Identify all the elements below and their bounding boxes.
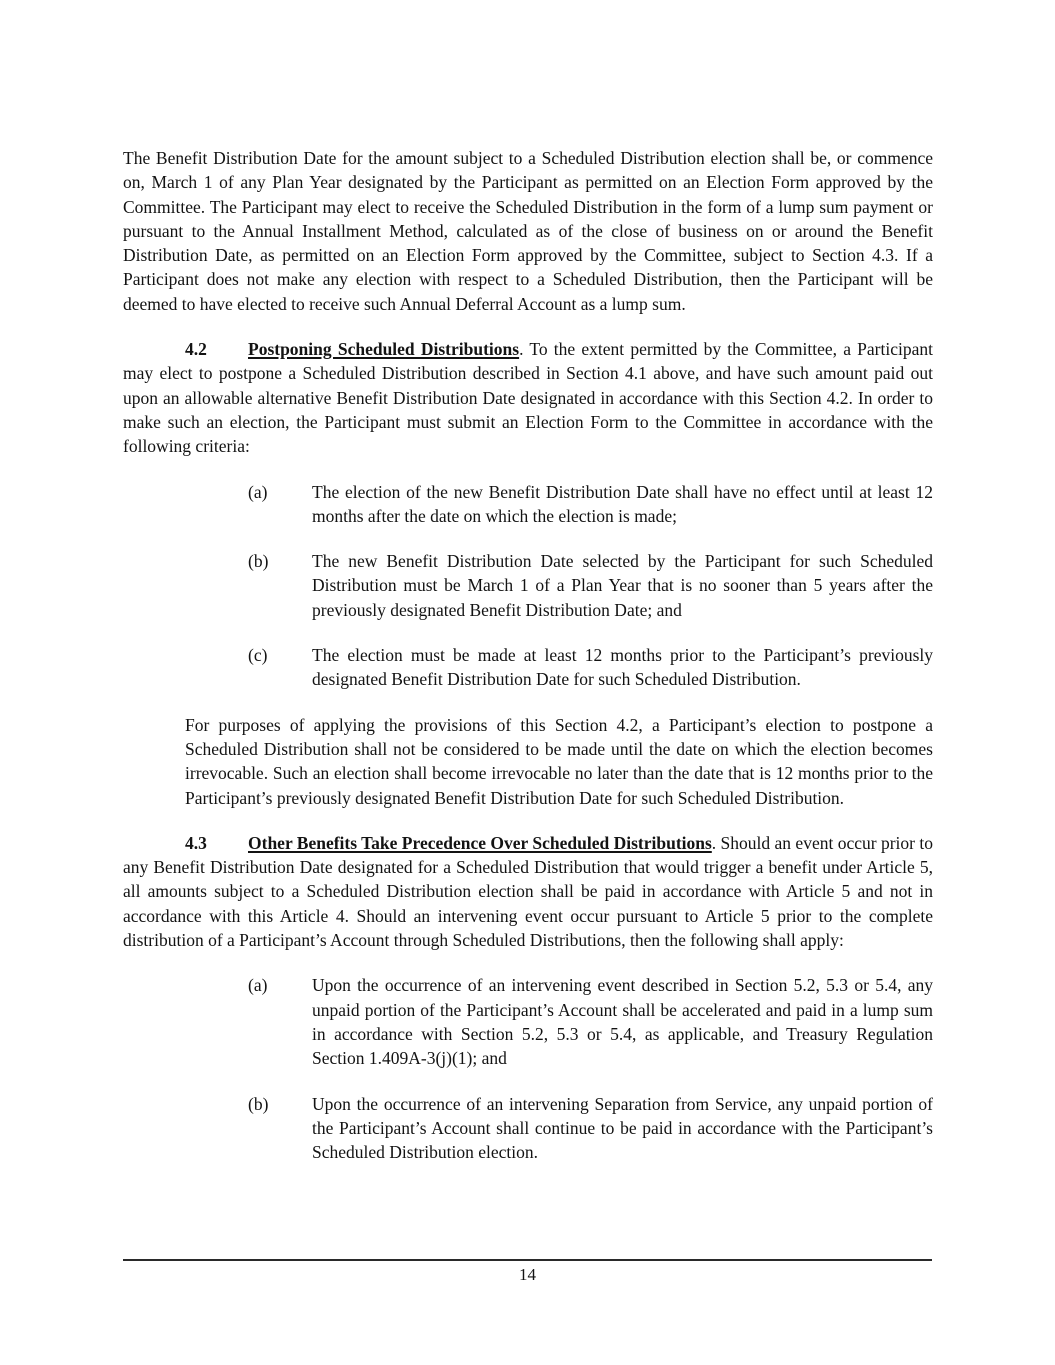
section-number: 4.2 [185,339,207,360]
list-item-text: Upon the occurrence of an intervening event described in Section 5.2, 5.3 or 5.4, any unpaid portion of the Participant’s Account shall be accelerated and paid in a lump sum in accordance with Section 5.2, 5.3 or 5.4, as applicable, and Treasury Regulation Section 1.409A-3(j)(1); and [312,975,933,1069]
list-item [248,480,933,529]
list-item [248,549,933,622]
section-title: Postponing Scheduled Distributions [248,339,520,360]
section-number: 4.3 [185,832,207,853]
page-footer [123,1259,932,1287]
footer-rule [123,1259,932,1261]
list-item [248,643,933,692]
section-4-2-paragraph [123,337,933,458]
section-body-text: . Should an event occur prior to any Benefit Distribution Date designated for a Scheduled Distribution that would trigger a benefit under Article 5, all amounts subject to a Scheduled Distribution election shall be paid in accordance with Article 5 and not in accordance with this Article 4. Should an intervening event occur pursuant to Article 5 prior to the complete distribution of a Participant’s Account through Scheduled Distributions, then the following shall apply: [123,832,933,951]
body-paragraph: For purposes of applying the provisions of this Section 4.2, a Participant’s election to postpone a Scheduled Distribution shall not be considered to be made until the date on which the election becomes irrevocable. Such an election shall become irrevocable no later than the date that is 12 months prior to the Participant’s previously designated Benefit Distribution Date for such Scheduled Distribution. [185,714,933,808]
list-item-label: (b) [248,551,269,572]
list-item-text: The election must be made at least 12 months prior to the Participant’s previously designated Benefit Distribution Date for such Scheduled Distribution. [312,645,933,690]
list-item-label: (c) [248,645,268,666]
list-item-label: (a) [248,481,268,502]
body-paragraph: The Benefit Distribution Date for the amount subject to a Scheduled Distribution election shall be, or commence on, March 1 of any Plan Year designated by the Participant as permitted on an Election Form approved by the Committee. The Participant may elect to receive the Scheduled Distribution in the form of a lump sum payment or pursuant to the Annual Installment Method, calculated as of the close of business on or around the Benefit Distribution Date, as permitted on an Election Form approved by the Committee, subject to Section 4.3. If a Participant does not make any election with respect to a Scheduled Distribution, then the Participant will be deemed to have elected to receive such Annual Deferral Account as a lump sum. [123,148,933,314]
section-body-text: . To the extent permitted by the Committee, a Participant may elect to postpone a Scheduled Distribution described in Section 4.1 above, and have such amount paid out upon an allowable alternative Benefit Distribution Date designated in accordance with this Section 4.2. In order to make such an election, the Participant must submit an Election Form to the Committee in accordance with the following criteria: [123,339,933,457]
section-4-3-paragraph [123,831,933,952]
list-item-label: (a) [248,975,268,996]
list-item-text: The new Benefit Distribution Date selected by the Participant for such Scheduled Distribution must be March 1 of a Plan Year that is no sooner than 5 years after the previously designated Benefit Distribution Date; and [312,551,933,620]
list-item-text: The election of the new Benefit Distribution Date shall have no effect until at least 12 months after the date on which the election is made; [312,481,933,526]
list-item-text: Upon the occurrence of an intervening Separation from Service, any unpaid portion of the Participant’s Account shall continue to be paid in accordance with the Participant’s Scheduled Distribution election. [312,1093,933,1163]
list-item [248,973,933,1070]
list-item [248,1092,933,1165]
list-item-label: (b) [248,1093,269,1114]
section-title: Other Benefits Take Precedence Over Scheduled Distributions [248,832,712,853]
page-number: 14 [519,1265,536,1284]
page-body [123,146,933,1185]
